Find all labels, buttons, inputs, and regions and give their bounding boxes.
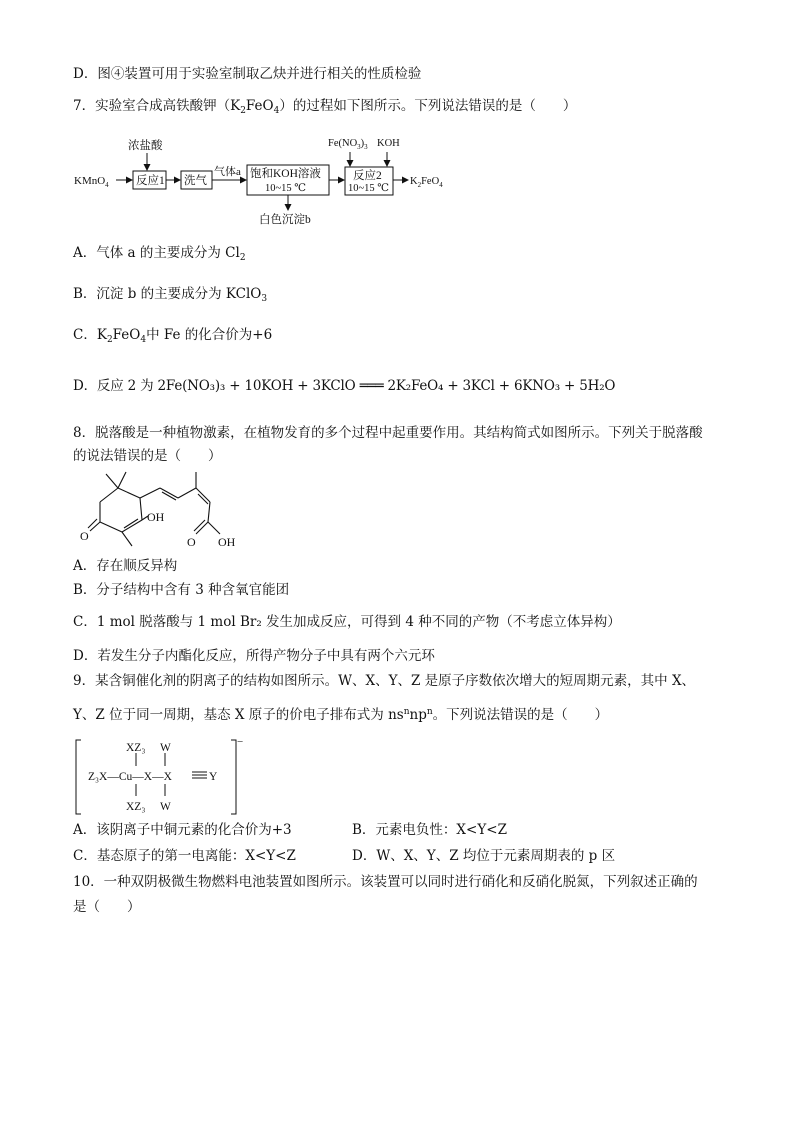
struct-ketone-o: O (80, 529, 89, 543)
q7-option-c-feo: FeO (112, 327, 141, 343)
struct-top-xz3: XZ₃ (126, 742, 146, 754)
q8-option-c-text: C．1 mol 脱落酸与 1 mol Br₂ 发生加成反应，可得到 4 种不同的产物（不考虑立体异构） (73, 614, 621, 630)
q8-option-c (73, 612, 621, 632)
flow-wash-label: 洗气 (184, 175, 207, 187)
q8-option-d (73, 646, 435, 666)
q9-stem-line1 (73, 671, 695, 691)
q7-option-b: B．沉淀 b 的主要成分为 KClO$_3$ (73, 286, 268, 304)
q7-flow-diagram (72, 132, 462, 228)
q8-stem-line1 (73, 423, 703, 443)
flow-kmno4: KMnO$_4$ (74, 175, 109, 189)
struct-bottom-w: W (160, 801, 171, 813)
struct-hydroxyl-oh: OH (147, 510, 165, 524)
flow-koh-box-line1: 饱和KOH溶液 (250, 168, 321, 180)
flow-koh: KOH (377, 138, 400, 149)
q7-stem-part2: ）的过程如下图所示。下列说法错误的是（ ） (279, 98, 577, 114)
q9-option-b (352, 820, 507, 840)
q9-stem-line2 (73, 705, 608, 725)
q6-option-d-text: D．图④装置可用于实验室制取乙炔并进行相关的性质检验 (73, 66, 422, 82)
q9-option-d-text: D．W、X、Y、Z 均位于元素周期表的 p 区 (352, 848, 616, 864)
q7-option-b-text: B．沉淀 b 的主要成分为 KClO (73, 286, 262, 302)
q7-option-d-label: D．反应 2 为 (73, 378, 154, 394)
q9-stem-line1-text: 9．某含铜催化剂的阴离子的结构如图所示。W、X、Y、Z 是原子序数依次增大的短周期元素，其中 X、 (73, 673, 696, 689)
q8-option-b (73, 580, 289, 600)
q9-stem-line2-b: np (409, 707, 427, 723)
q9-option-d (352, 846, 615, 866)
q10-stem-line1-text: 10．一种双阴极微生物燃料电池装置如图所示。该装置可以同时进行硝化和反硝化脱氮，下列叙述正确的 (73, 874, 698, 890)
flow-reaction1-label: 反应1 (136, 175, 165, 187)
q10-stem-line2 (73, 897, 141, 917)
struct-y: Y (209, 771, 218, 783)
struct-charge: − (237, 736, 244, 748)
q9-option-a-text: A．该阴离子中铜元素的化合价为+3 (73, 822, 292, 838)
struct-main-chain: Z₃X—Cu—X—X (88, 771, 172, 783)
q7-option-c-text: 中 Fe 的化合价为+6 (146, 327, 273, 343)
q7-option-a: A．气体 a 的主要成分为 $Cl_2$ (73, 245, 246, 263)
q9-anion-structure (74, 736, 254, 818)
q8-stem-line1-text: 8．脱落酸是一种植物激素，在植物发育的多个过程中起重要作用。其结构简式如图所示。下列关于脱落酸 (73, 425, 703, 441)
flow-koh-box-line2: 10~15 ℃ (265, 183, 307, 194)
q8-abscisic-acid-structure (78, 466, 258, 552)
q7-formula-feo: FeO (245, 98, 274, 114)
struct-bottom-xz3: XZ₃ (126, 801, 146, 813)
q6-option-d (73, 64, 421, 84)
q9-sup-n1: n (403, 707, 410, 717)
struct-acid-oh: OH (218, 535, 236, 549)
q8-stem-line2-text: 的说法错误的是（ ） (73, 448, 222, 464)
struct-carbonyl-o: O (187, 535, 196, 549)
q7-formula-k: K (230, 98, 241, 114)
flow-reaction2-line2: 10~15 ℃ (348, 183, 390, 194)
q9-stem-line2-c: 。下列说法错误的是（ ） (432, 707, 609, 723)
q9-option-b-text: B．元素电负性：X<Y<Z (352, 822, 507, 838)
q8-option-d-text: D．若发生分子内酯化反应，所得产物分子中具有两个六元环 (73, 648, 435, 664)
flow-feno3: $Fe(NO_3)_3$ (328, 138, 368, 151)
q7-option-c-k: K (96, 327, 107, 343)
q9-stem-line2-a: Y、Z 位于同一周期，基态 X 原子的价电子排布式为 ns (73, 707, 404, 723)
q7-stem: 7．实验室合成高铁酸钾$(K_2FeO_4)$的过程如下图所示。下列说法错误的是（ ） (73, 98, 577, 116)
q7-stem-part1: 7．实验室合成高铁酸钾（ (73, 98, 231, 114)
q9-option-a (73, 820, 292, 840)
flow-reaction2-line1: 反应2 (353, 170, 382, 182)
q10-stem-line1 (73, 872, 698, 892)
q7-option-a-text: A．气体 a 的主要成分为 Cl (73, 245, 240, 261)
q7-option-c-label: C． (73, 327, 97, 343)
flow-product: $K_2FeO_4$ (410, 176, 443, 189)
q10-stem-line2-text: 是（ ） (73, 899, 141, 915)
q8-option-a (73, 556, 177, 576)
struct-top-w: W (160, 742, 171, 754)
q9-option-c-text: C．基态原子的第一电离能：X<Y<Z (73, 848, 296, 864)
flow-gas-a: 气体a (214, 166, 241, 178)
q7-option-d-equation: 2Fe(NO₃)₃ + 10KOH + 3KClO ═══ 2K₂FeO₄ + 3KCl + 6KNO₃ + 5H₂O (157, 378, 616, 394)
q7-option-c: C．$K_2FeO_4$中 Fe 的化合价为+6 (73, 327, 273, 345)
q9-option-c (73, 846, 296, 866)
q8-stem-line2 (73, 446, 222, 466)
flow-precipitate-b: 白色沉淀b (259, 214, 311, 226)
q9-sup-n2: n (426, 707, 433, 717)
q7-option-d (73, 376, 615, 396)
q8-option-a-text: A．存在顺反异构 (73, 558, 178, 574)
q8-option-b-text: B．分子结构中含有 3 种含氧官能团 (73, 582, 290, 598)
flow-conc-hcl: 浓盐酸 (128, 140, 163, 152)
